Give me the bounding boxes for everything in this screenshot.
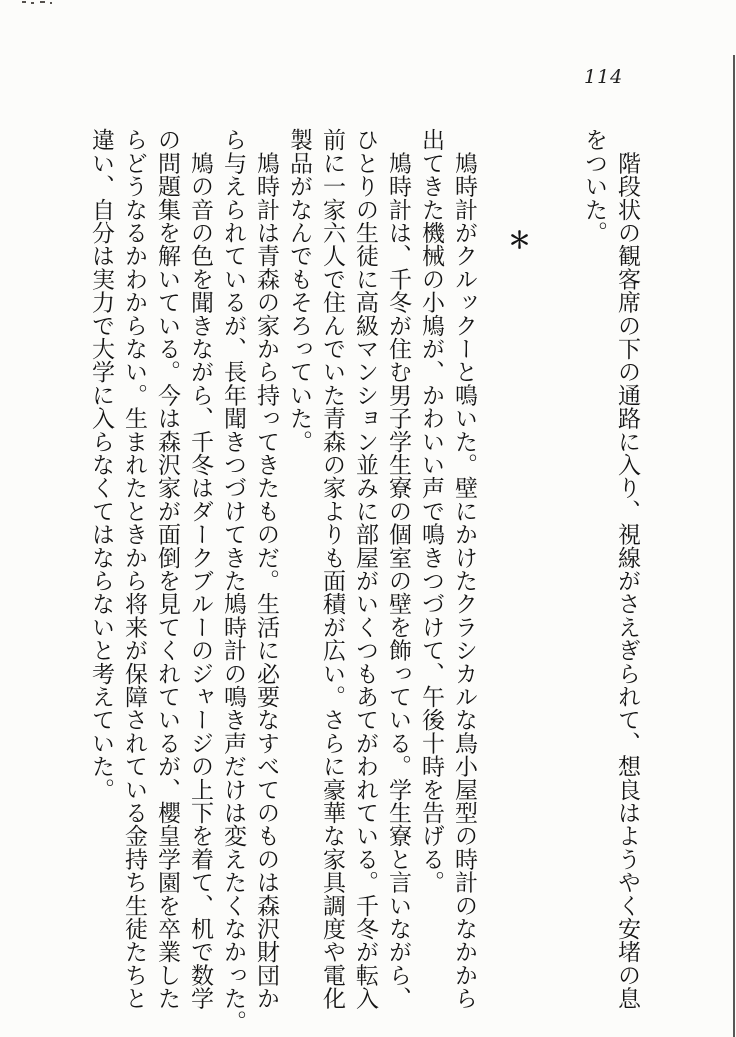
text-line: 出てきた機械の小鳩が、かわいい声で鳴きつづけて、午後十時を告げる。 (419, 128, 444, 894)
text-line: 鳩時計は青森の家から持ってきたものだ。生活に必要なすべてのものは森沢財団か (254, 128, 279, 1010)
text-line: 鳩時計がクルックーと鳴いた。壁にかけたクラシカルな鳥小屋型の時計のなかから (452, 128, 477, 1010)
text-line: 違い、自分は実力で大学に入らなくてはならないと考えていた。 (89, 128, 114, 801)
paragraph (85, 128, 217, 1028)
body-text (85, 128, 644, 1033)
section-separator (501, 128, 534, 1028)
asterisk-separator: ＊ (505, 228, 530, 252)
text-line: ら与えられているが、長年聞きつづけてきた鳩時計の鳴き声だけは変えたくなかった。 (221, 128, 246, 1033)
paragraph (415, 128, 481, 1028)
paragraph (578, 128, 644, 1028)
scan-edge-line (733, 55, 735, 1037)
page-number: 114 (584, 66, 624, 88)
scan-speck (31, 2, 34, 4)
text-line: 前に一家六人で住んでいた青森の家よりも面積が広い。さらに豪華な家具調度や電化 (320, 128, 345, 1010)
text-line: ひとりの生徒に高級マンション並みに部屋がいくつもあてがわれている。千冬が転入 (353, 128, 378, 1010)
text-line: 製品がなんでもそろっていた。 (287, 128, 312, 453)
text-line: 鳩時計は、千冬が住む男子学生寮の個室の壁を飾っている。学生寮と言いながら、 (386, 128, 411, 1010)
scan-speck (50, 2, 52, 4)
text-line: 階段状の観客席の下の通路に入り、視線がさえぎられて、想良はようやく安堵の息 (615, 128, 640, 1010)
text-line: 鳩の音の色を聞きながら、千冬はダークブルーのジャージの上下を着て、机で数学 (188, 128, 213, 1010)
scan-speck (22, 1, 26, 3)
scan-speck (40, 1, 45, 3)
text-line: の問題集を解いている。今は森沢家が面倒を見てくれているが、櫻皇学園を卒業した (155, 128, 180, 1010)
paragraph (283, 128, 415, 1028)
text-line: をついた。 (582, 128, 607, 244)
paragraph (217, 128, 283, 1033)
text-line: らどうなるかわからない。生まれたときから将来が保障されている金持ち生徒たちと (122, 128, 147, 1010)
